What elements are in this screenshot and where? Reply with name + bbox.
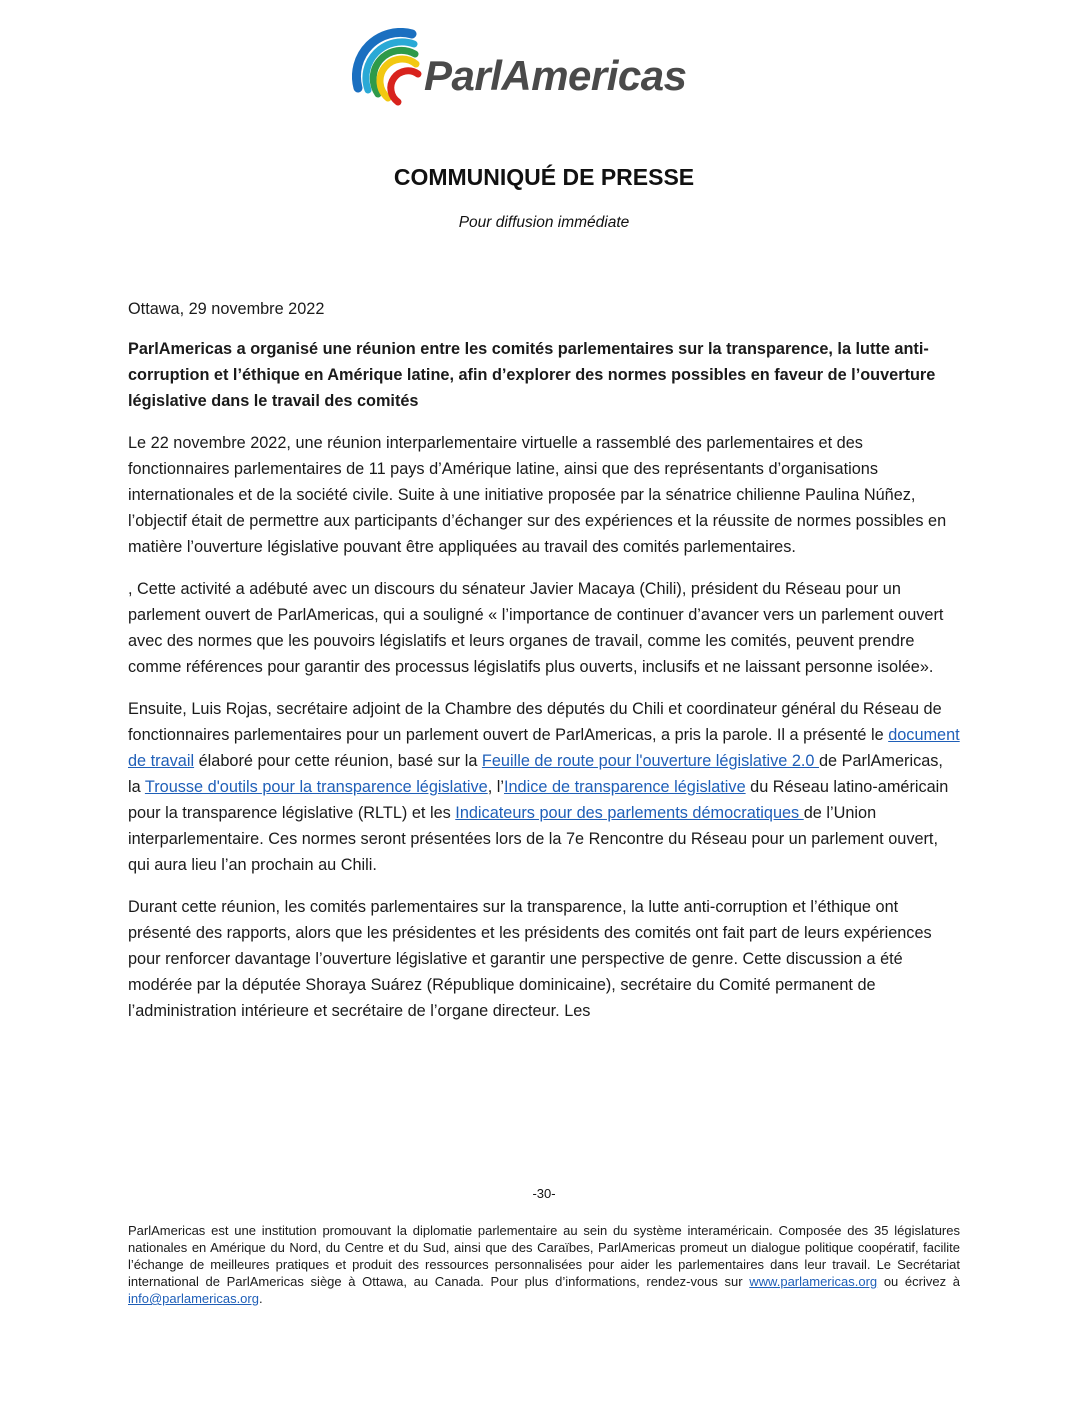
link-trousse-outils[interactable]: Trousse d'outils pour la transparence législative bbox=[144, 778, 488, 796]
footer-text: . bbox=[258, 1291, 263, 1306]
paragraph-3 bbox=[128, 696, 960, 878]
paragraph-2: , Cette activité a adébuté avec un discours du sénateur Javier Macaya (Chili), président du Réseau pour un parlement ouvert de ParlAmericas, qui a souligné « l’importance de continuer d’avancer vers un parlement ouvert avec des normes que les pouvoirs législatifs et leurs organes de travail, comme les comités, peuvent prendre comme références pour garantir des processus législatifs plus ouverts, inclusifs et ne laissant personne isolée». bbox=[128, 580, 944, 676]
paragraph-3-text: Ensuite, Luis Rojas, secrétaire adjoint de la Chambre des députés du Chili et coordinateur général du Réseau de fonctionnaires parlementaires pour un parlement ouvert de ParlAmericas, a pris la parole. Il a présenté le bbox=[128, 700, 942, 744]
footer-boilerplate bbox=[128, 1222, 960, 1307]
paragraph-3-text: , l’ bbox=[487, 778, 504, 796]
parlamericas-logo bbox=[352, 28, 732, 118]
paragraph-3-text: de l’Union interparlementaire. Ces normes seront présentées lors de la 7e Rencontre du Réseau pour un parlement ouvert, qui aura lieu l’an prochain au Chili. bbox=[128, 804, 938, 874]
link-indice-transparence[interactable]: Indice de transparence législative bbox=[503, 778, 746, 796]
link-website[interactable]: www.parlamericas.org bbox=[749, 1274, 878, 1289]
link-feuille-de-route[interactable]: Feuille de route pour l'ouverture législative 2.0 bbox=[481, 752, 819, 770]
footer-text: ou écrivez à bbox=[877, 1274, 960, 1289]
date-line: Ottawa, 29 novembre 2022 bbox=[128, 300, 325, 318]
page-subtitle: Pour diffusion immédiate bbox=[458, 214, 630, 231]
headline: ParlAmericas a organisé une réunion entre les comités parlementaires sur la transparence, la lutte anti-corruption et l’éthique en Amérique latine, afin d’explorer des normes possibles en faveur de l’ouverture législative dans le travail des comités bbox=[128, 340, 936, 410]
logo-arcs-icon bbox=[352, 28, 432, 118]
paragraph-1: Le 22 novembre 2022, une réunion interparlementaire virtuelle a rassemblé des parlementaires et des fonctionnaires parlementaires de 11 pays d’Amérique latine, ainsi que des représentants d’organisations internationales et de la société civile. Suite à une initiative proposée par la sénatrice chilienne Paulina Núñez, l’objectif était de permettre aux participants d’échanger sur des expériences et la réussite de normes possibles en matière l’ouverture législative pouvant être appliquées au travail des comités parlementaires. bbox=[128, 434, 947, 556]
paragraph-3-text: de ParlAmericas, la bbox=[128, 752, 943, 796]
page-number: -30- bbox=[532, 1186, 556, 1201]
paragraph-3-text: du Réseau latino-américain pour la transparence législative (RLTL) et les bbox=[128, 778, 949, 822]
paragraph-4: Durant cette réunion, les comités parlementaires sur la transparence, la lutte anti-corruption et l’éthique ont présenté des rapports, alors que les présidentes et les présidents des comités ont fait part de leurs expériences pour renforcer davantage l’ouverture législative et garantir une perspective de genre. Cette discussion a été modérée par la députée Shoraya Suárez (République dominicaine), secrétaire du Comité permanent de l’administration intérieure et secrétaire de l’organe directeur. Les bbox=[128, 898, 932, 1020]
link-indicateurs-parlements[interactable]: Indicateurs pour des parlements démocratiques bbox=[455, 804, 804, 822]
paragraph-3-text: élaboré pour cette réunion, basé sur la bbox=[194, 752, 482, 770]
page-title: COMMUNIQUÉ DE PRESSE bbox=[393, 164, 695, 190]
logo-wordmark: ParlAmericas bbox=[424, 52, 687, 99]
link-document-de-travail[interactable]: document de travail bbox=[128, 726, 960, 770]
link-email[interactable]: info@parlamericas.org bbox=[128, 1291, 259, 1306]
footer-text: ParlAmericas est une institution promouvant la diplomatie parlementaire au sein du système interaméricain. Composée des 35 législatures nationales en Amérique du Nord, du Centre et du Sud, ainsi que des Caraïbes, ParlAmericas promeut un dialogue politique coopératif, facilite l’échange de meilleures pratiques et produit des ressources personnalisées pour aider les parlementaires dans leur travail. Le Secrétariat international de ParlAmericas siège à Ottawa, au Canada. Pour plus d’informations, rendez-vous sur bbox=[128, 1223, 960, 1289]
press-release-body bbox=[128, 296, 960, 1040]
